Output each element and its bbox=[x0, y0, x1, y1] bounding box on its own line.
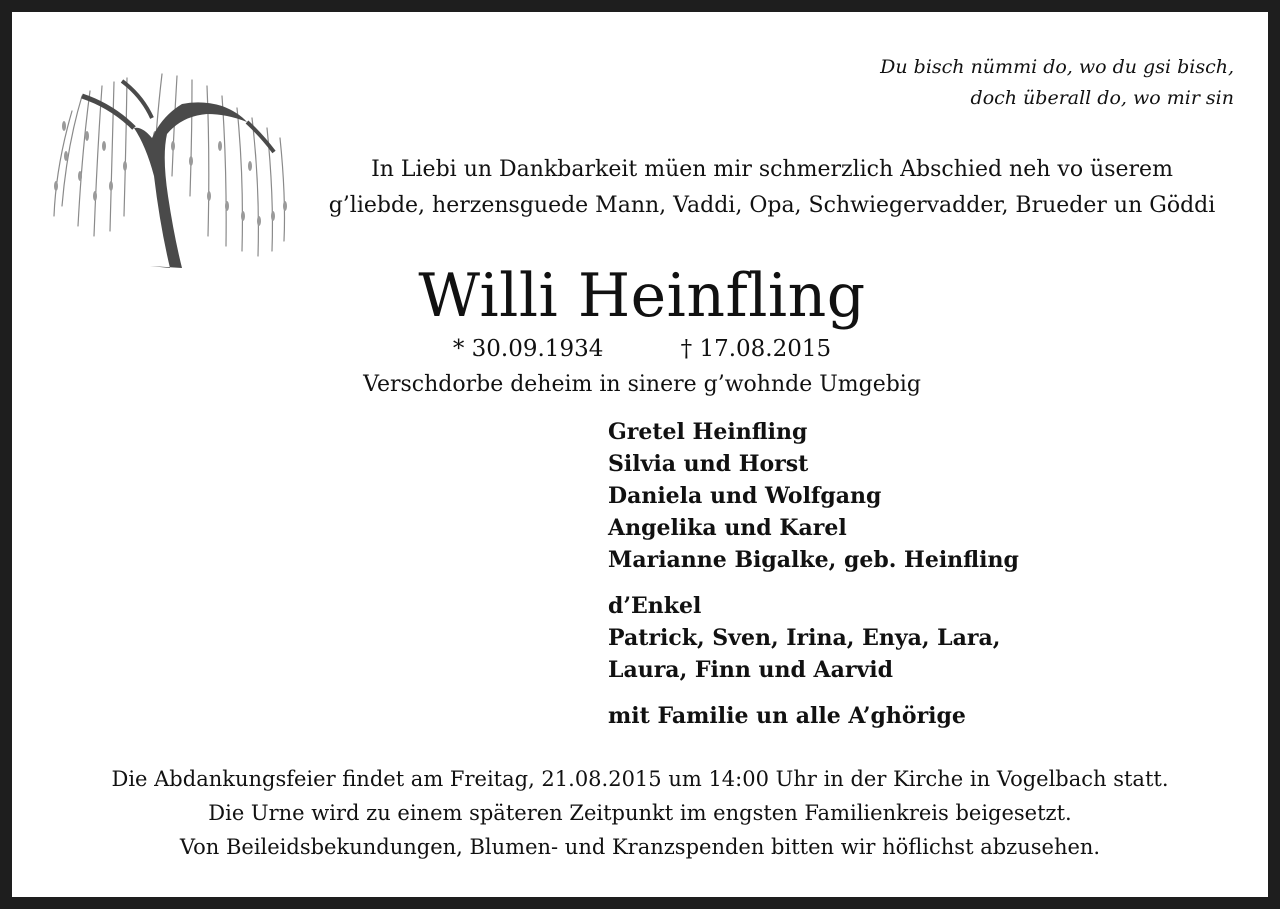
mourners-list bbox=[608, 416, 1248, 732]
quote bbox=[634, 52, 1234, 114]
mourner-name: Gretel Heinfling bbox=[608, 419, 808, 445]
grandchildren-names: Patrick, Sven, Irina, Enya, Lara, bbox=[608, 625, 1001, 651]
mourner-name: Silvia und Horst bbox=[608, 451, 809, 477]
death-note: Verschdorbe deheim in sinere g’wohnde Umgebig bbox=[363, 372, 921, 397]
mourner-name: Marianne Bigalke, geb. Heinfling bbox=[608, 547, 1019, 573]
birth-date: * 30.09.1934 bbox=[452, 336, 604, 362]
weeping-willow-icon bbox=[42, 56, 292, 276]
intro-line: g’liebde, herzensguede Mann, Vaddi, Opa, Schwiegervadder, Brueder un Göddi bbox=[328, 193, 1216, 218]
funeral-info-line: Die Urne wird zu einem späteren Zeitpunkt im engsten Familienkreis beigesetzt. bbox=[208, 801, 1072, 825]
obituary-card bbox=[12, 12, 1268, 897]
grandchildren-names: Laura, Finn und Aarvid bbox=[608, 657, 893, 683]
life-dates bbox=[282, 334, 1002, 364]
quote-line: Du bisch nümmi do, wo du gsi bisch, bbox=[880, 56, 1234, 78]
mourner-name: Daniela und Wolfgang bbox=[608, 483, 882, 509]
intro-line: In Liebi un Dankbarkeit müen mir schmerzlich Abschied neh vo üserem bbox=[371, 157, 1173, 182]
intro-text bbox=[302, 152, 1242, 224]
mourners-closing: mit Familie un alle A’ghörige bbox=[608, 703, 966, 729]
mourner-name: Angelika und Karel bbox=[608, 515, 847, 541]
death-date: † 17.08.2015 bbox=[680, 336, 832, 362]
deceased-name: Willi Heinfling bbox=[418, 261, 866, 331]
grandchildren-label: d’Enkel bbox=[608, 593, 702, 619]
quote-line: doch überall do, wo mir sin bbox=[970, 87, 1234, 109]
funeral-info-line: Die Abdankungsfeier findet am Freitag, 21.08.2015 um 14:00 Uhr in der Kirche in Vogelbach statt. bbox=[111, 767, 1169, 791]
funeral-info-line: Von Beileidsbekundungen, Blumen- und Kranzspenden bitten wir höflichst abzusehen. bbox=[179, 835, 1101, 859]
funeral-info bbox=[12, 762, 1268, 864]
